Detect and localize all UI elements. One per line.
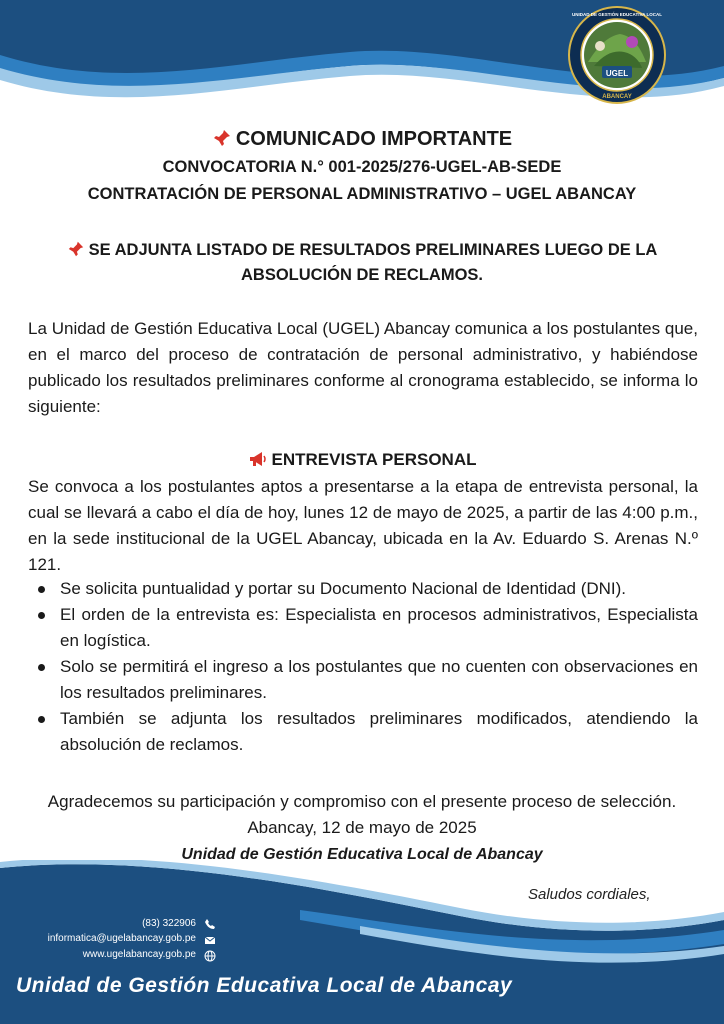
notice-text-line1: SE ADJUNTA LISTADO DE RESULTADOS PRELIMINARES LUEGO DE LA [88, 241, 658, 259]
signature-text: Unidad de Gestión Educativa Local de Abancay [181, 846, 543, 863]
logo-place-text: ABANCAY [602, 94, 632, 100]
section-title-text: ENTREVISTA PERSONAL [271, 450, 477, 469]
ugel-seal-logo [568, 6, 666, 104]
section-title [0, 450, 724, 470]
convocatoria-heading: CONVOCATORIA N.° 001-2025/276-UGEL-AB-SEDE [162, 158, 562, 176]
contratacion-heading: CONTRATACIÓN DE PERSONAL ADMINISTRATIVO – UGEL ABANCAY [87, 185, 637, 203]
list-item [28, 576, 698, 602]
bullet-dot [38, 612, 45, 619]
website-link[interactable]: www.ugelabancay.gob.pe [82, 949, 196, 960]
bullet-dot [38, 716, 45, 723]
pushpin-icon [212, 128, 232, 148]
list-item [28, 602, 698, 654]
section-body: Se convoca a los postulantes aptos a presentarse a la etapa de entrevista personal, la cual se llevará a cabo el día de hoy, lunes 12 de mayo de 2025, a partir de las 4:00 p.m., en la sede institucional de la UGEL Abancay, ubicada en la Av. Eduardo S. Arenas N.º 121. [28, 477, 698, 574]
email-icon [204, 934, 216, 946]
list-item-text: Solo se permitirá el ingreso a los postulantes que no cuenten con observaciones en los resultados preliminares. [60, 657, 698, 702]
list-item [28, 654, 698, 706]
notice-heading-line2: ABSOLUCIÓN DE RECLAMOS. [240, 266, 483, 284]
list-item-text: También se adjunta los resultados preliminares modificados, atendiendo la absolución de reclamos. [60, 709, 698, 754]
pushpin-icon [67, 240, 85, 258]
list-item [28, 706, 698, 758]
phone-icon [204, 918, 216, 930]
bullet-dot [38, 664, 45, 671]
thanks-text: Agradecemos su participación y compromiso con el presente proceso de selección. [47, 792, 677, 811]
logo-name-text: UGEL [605, 69, 629, 78]
logo-top-text: UNIDAD DE GESTIÓN EDUCATIVA LOCAL [572, 12, 662, 17]
megaphone-icon [248, 450, 268, 468]
requirements-list [28, 576, 698, 758]
list-item-text: Se solicita puntualidad y portar su Documento Nacional de Identidad (DNI). [60, 579, 627, 598]
announcement-title [0, 128, 724, 151]
footer-title: Unidad de Gestión Educativa Local de Abancay [16, 974, 513, 997]
email-link[interactable]: informatica@ugelabancay.gob.pe [47, 933, 196, 944]
saludos-text: Saludos cordiales, [528, 886, 651, 903]
notice-heading-line1 [0, 240, 724, 260]
title-text: COMUNICADO IMPORTANTE [235, 128, 513, 150]
list-item-text: El orden de la entrevista es: Especialista en procesos administrativos, Especialista en logística. [60, 605, 698, 650]
phone-text: (83) 322906 [142, 918, 196, 929]
intro-paragraph: La Unidad de Gestión Educativa Local (UGEL) Abancay comunica a los postulantes que, en el marco del proceso de contratación de personal administrativo, y habiéndose publicado los resultados preliminares conforme al cronograma establecido, se informa lo siguiente: [28, 319, 698, 416]
bullet-dot [38, 586, 45, 593]
date-text: Abancay, 12 de mayo de 2025 [247, 818, 477, 837]
globe-icon [204, 950, 216, 962]
